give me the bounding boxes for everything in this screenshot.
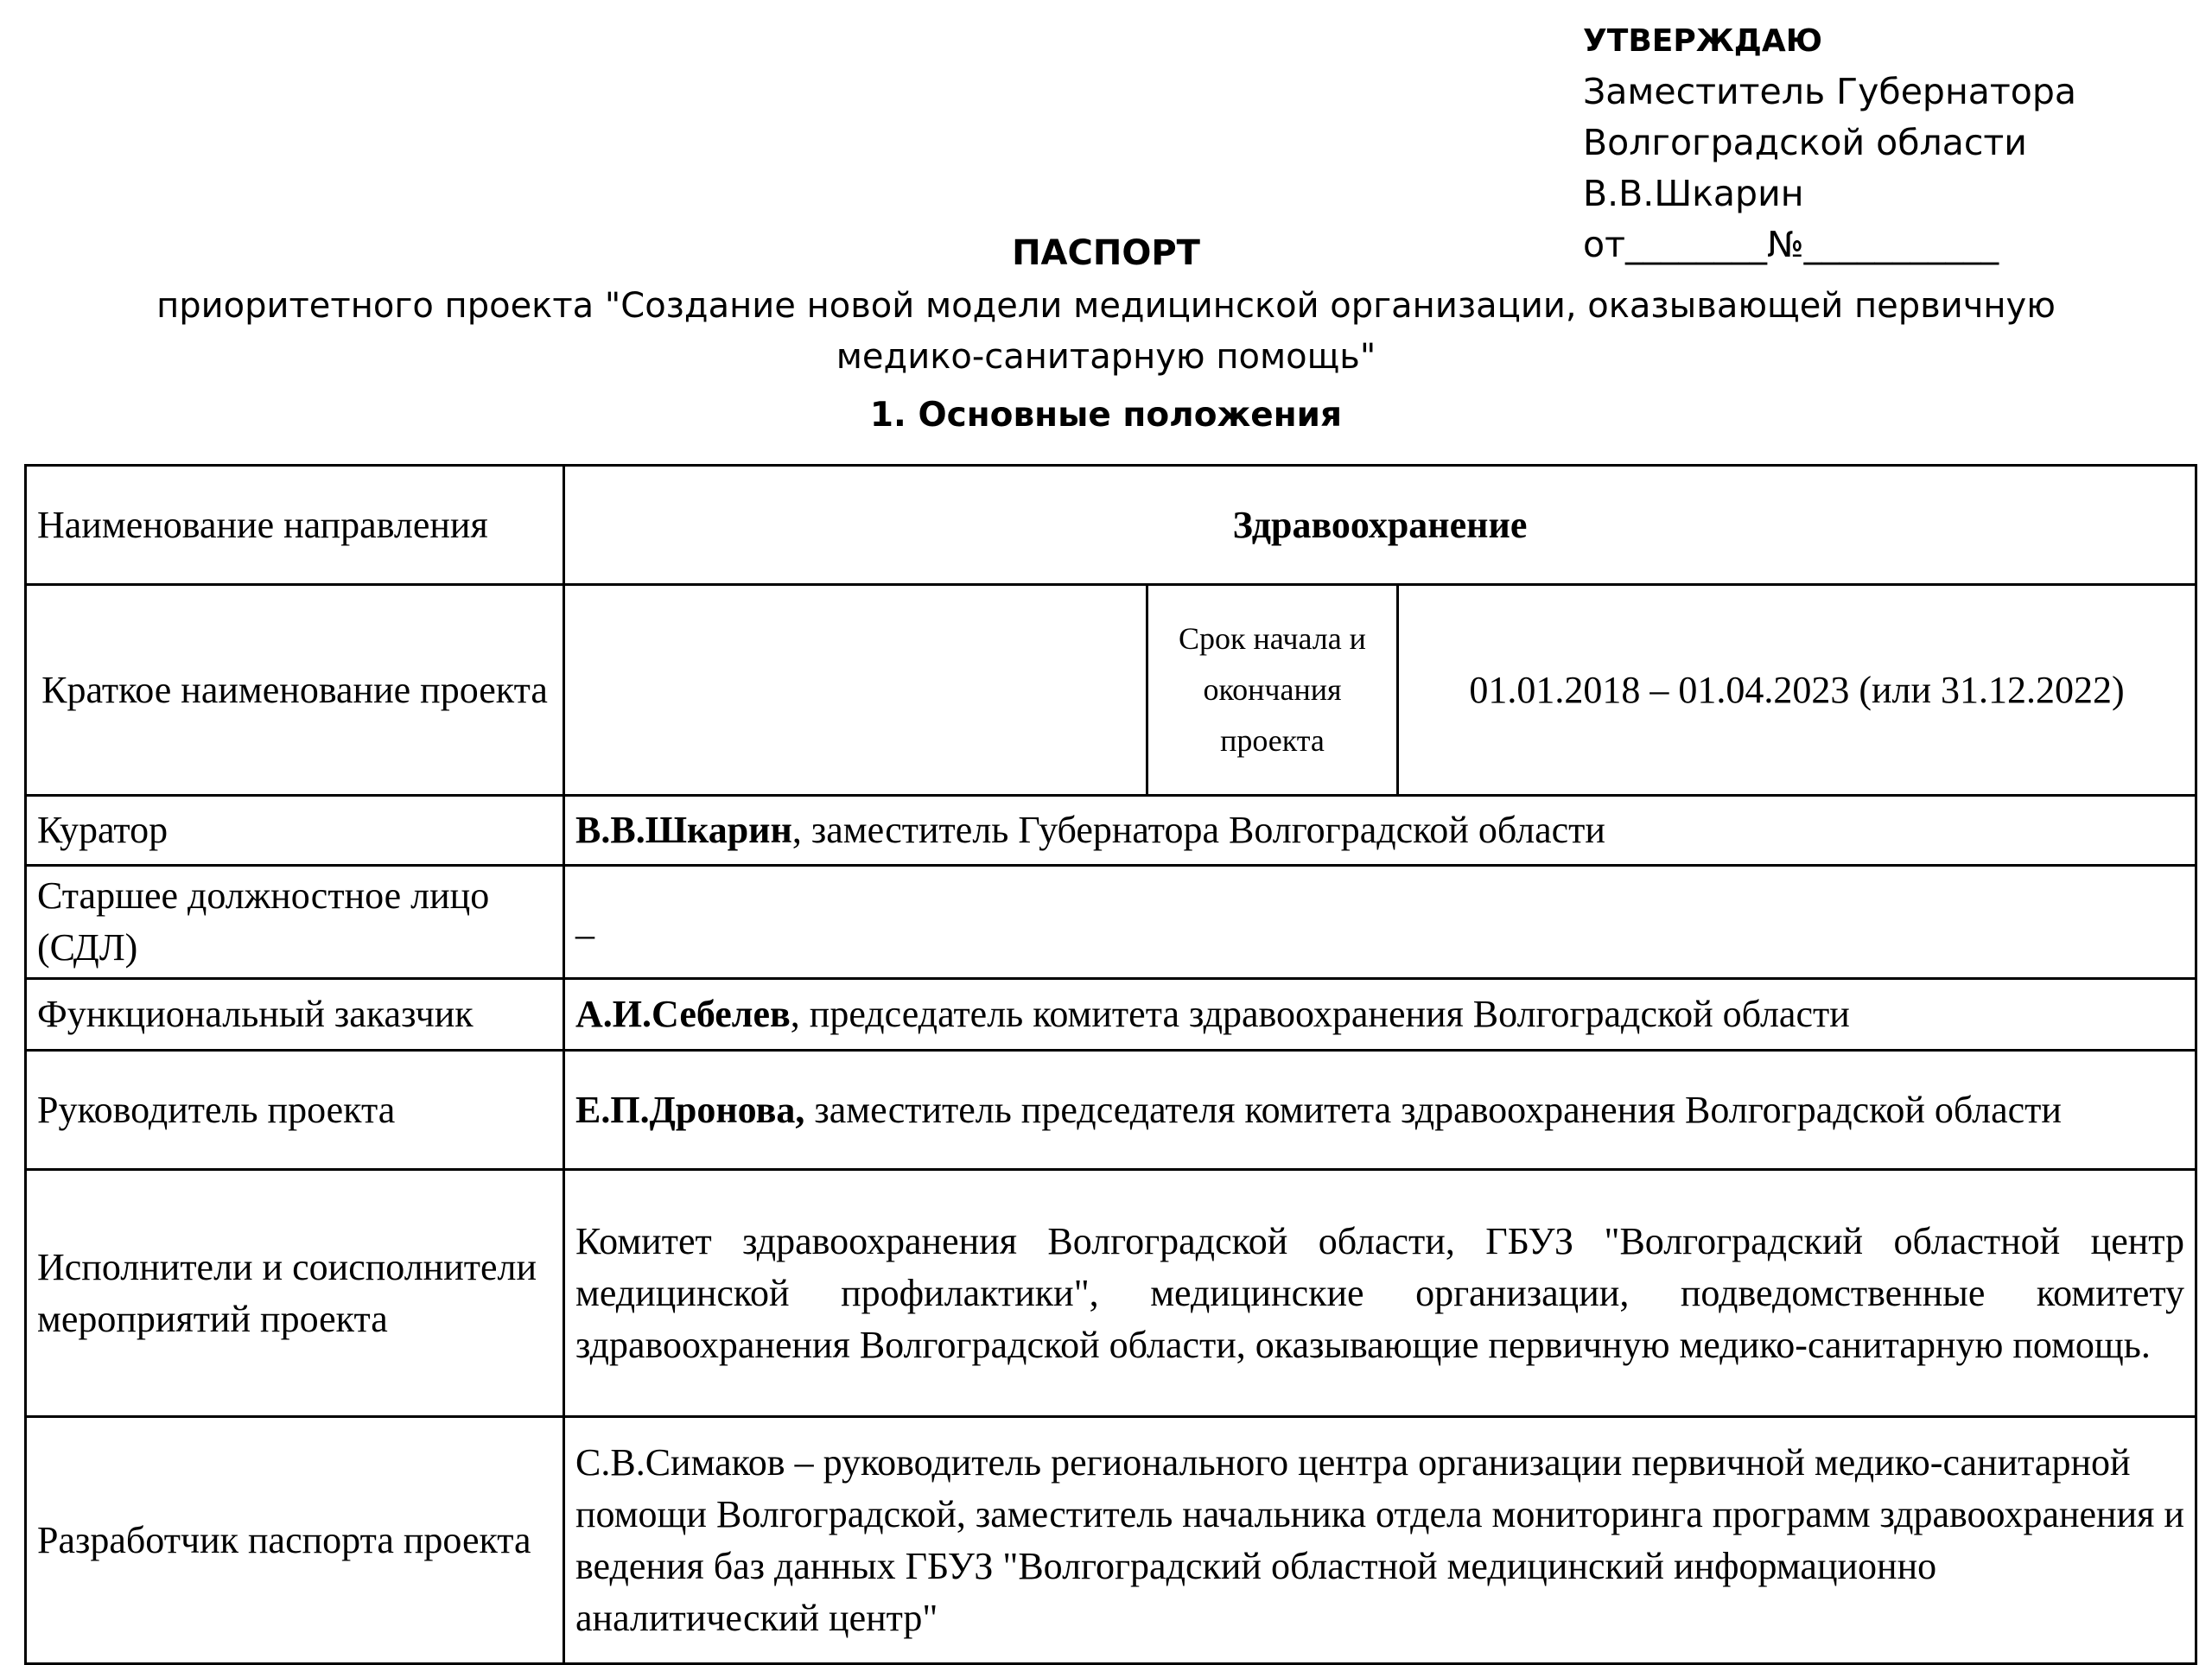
senior-official-label: Старшее должностное лицо (СДЛ) (26, 866, 564, 979)
curator-position: , заместитель Губернатора Волгоградской области (791, 809, 1605, 851)
short-name-value (564, 585, 1147, 796)
executors-label: Исполнители и соисполнители мероприятий проекта (26, 1170, 564, 1417)
short-name-label: Краткое наименование проекта (26, 585, 564, 796)
functional-customer-label: Функциональный заказчик (26, 979, 564, 1051)
table-row-executors (26, 1170, 2196, 1417)
table-row-senior-official (26, 866, 2196, 979)
developer-value: С.В.Симаков – руководитель регионального центра организации первичной медико-санитарной помощи Волгоградской, заместитель начальника отдела мониторинга программ здравоохранения и ведения баз данных ГБУЗ "Волгоградский областной медицинский информационно аналитический центр" (564, 1417, 2196, 1664)
table-row-curator (26, 796, 2196, 866)
table-row-short-name (26, 585, 2196, 796)
functional-customer-position: , председатель комитета здравоохранения Волгоградской области (790, 993, 1850, 1035)
document-subtitle: приоритетного проекта "Создание новой модели медицинской организации, оказывающей первичную медико-санитарную помощь" (156, 286, 2056, 377)
table-row-developer (26, 1417, 2196, 1664)
curator-label: Куратор (26, 796, 564, 866)
approval-date-number-line: от________№___________ (1583, 224, 1999, 265)
document-title: ПАСПОРТ (1012, 233, 1200, 273)
approval-position-line1: Заместитель Губернатора (1583, 71, 2076, 112)
functional-customer-value (564, 979, 2196, 1051)
project-manager-label: Руководитель проекта (26, 1051, 564, 1170)
developer-label: Разработчик паспорта проекта (26, 1417, 564, 1664)
direction-value: Здравоохранение (564, 466, 2196, 585)
table-row-project-manager (26, 1051, 2196, 1170)
term-value: 01.01.2018 – 01.04.2023 (или 31.12.2022) (1398, 585, 2196, 796)
project-manager-value (564, 1051, 2196, 1170)
curator-value (564, 796, 2196, 866)
passport-table (24, 464, 2197, 1665)
approval-name: В.В.Шкарин (1583, 173, 1804, 214)
table-row-direction (26, 466, 2196, 585)
table-row-functional-customer (26, 979, 2196, 1051)
term-label: Срок начала и окончания проекта (1147, 585, 1398, 796)
functional-customer-name: А.И.Себелев (575, 993, 791, 1035)
section-heading: 1. Основные положения (869, 396, 1343, 435)
executors-value: Комитет здравоохранения Волгоградской области, ГБУЗ "Волгоградский областной центр медицинской профилактики", медицинские организации, подведомственные комитету здравоохранения Волгоградской области, оказывающие первичную медико-санитарную помощь. (564, 1170, 2196, 1417)
approval-position-line2: Волгоградской области (1583, 122, 2027, 163)
curator-name: В.В.Шкарин (575, 809, 792, 851)
direction-label: Наименование направления (26, 466, 564, 585)
project-manager-name: Е.П.Дронова, (575, 1088, 805, 1131)
senior-official-value: _ (564, 866, 2196, 979)
project-manager-position: заместитель председателя комитета здравоохранения Волгоградской области (804, 1088, 2062, 1131)
approval-heading: УТВЕРЖДАЮ (1583, 23, 1822, 59)
